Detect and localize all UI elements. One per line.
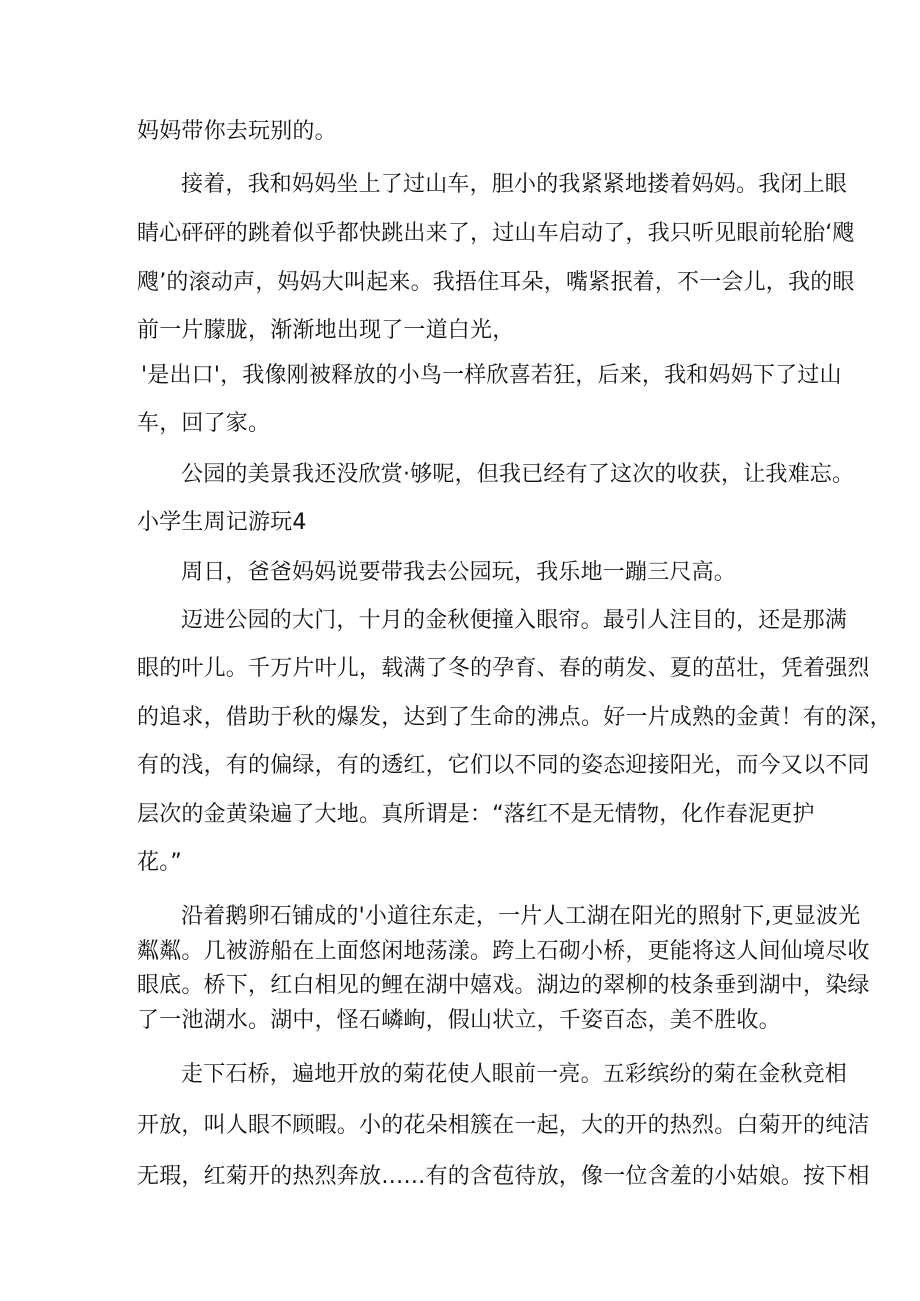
- text-line: 层次的金黄染遍了大地。真所谓是：“落红不是无情物，化作春泥更护: [137, 802, 815, 827]
- text-line: 睛心砰砰的跳着似乎都快跳出来了，过山车启动了，我只听见眼前轮胎‘飕: [137, 221, 855, 246]
- text-line: 公园的美景我还没欣赏·够呢，但我已经有了这次的收获，让我难忘。: [181, 462, 855, 487]
- text-line: 迈进公园的大门，十月的金秋便撞入眼帘。最引人注目的，还是那满: [181, 608, 848, 633]
- text-line: 花。”: [137, 850, 182, 875]
- text-line: '是出口'，我像刚被释放的小鸟一样欣喜若狂，后来，我和妈妈下了过山: [141, 363, 842, 388]
- text-line: 了一池湖水。湖中，怪石嶙峋，假山状立，千姿百态，美不胜收。: [137, 1008, 781, 1033]
- text-line: 前一片朦胧，渐渐地出现了一道白光，: [137, 318, 515, 343]
- section-heading: 小学生周记游玩4: [137, 510, 307, 535]
- text-line: 接着，我和妈妈坐上了过山车，胆小的我紧紧地搂着妈妈。我闭上眼: [181, 172, 848, 197]
- text-line: 走下石桥，遍地开放的菊花使人眼前一亮。五彩缤纷的菊在金秋竞相: [181, 1062, 848, 1087]
- text-line: 车，回了家。: [137, 411, 271, 436]
- text-line: 眼底。桥下，红白相见的鲤在湖中嬉戏。湖边的翠柳的枝条垂到湖中，染绿: [137, 973, 870, 998]
- text-line: 的追求，借助于秋的爆发，达到了生命的沸点。好一片成熟的金黄！有的深，: [137, 705, 892, 730]
- text-line: 开放，叫人眼不顾暇。小的花朵相簇在一起，大的开的热烈。白菊开的纯洁: [137, 1113, 870, 1138]
- text-line: 飕’的滚动声，妈妈大叫起来。我捂住耳朵，嘴紧抿着，不一会儿，我的眼: [137, 270, 855, 295]
- text-line: 无瑕，红菊开的热烈奔放……有的含苞待放，像一位含羞的小姑娘。按下相: [137, 1164, 870, 1189]
- text-line: 有的浅，有的偏绿，有的透红，它们以不同的姿态迎接阳光，而今又以不同: [137, 753, 870, 778]
- text-line: 妈妈带你去玩别的。: [137, 119, 337, 144]
- text-line: 沿着鹅卵石铺成的'小道往东走，一片人工湖在阳光的照射下,更显波光: [181, 904, 861, 929]
- text-line: 粼粼。几被游船在上面悠闲地荡漾。跨上石砌小桥，更能将这人间仙境尽收: [137, 939, 870, 964]
- text-line: 眼的叶儿。千万片叶儿，载满了冬的孕育、春的萌发、夏的茁壮，凭着强烈: [137, 656, 870, 681]
- text-line: 周日，爸爸妈妈说要带我去公园玩，我乐地一蹦三尺高。: [181, 560, 737, 585]
